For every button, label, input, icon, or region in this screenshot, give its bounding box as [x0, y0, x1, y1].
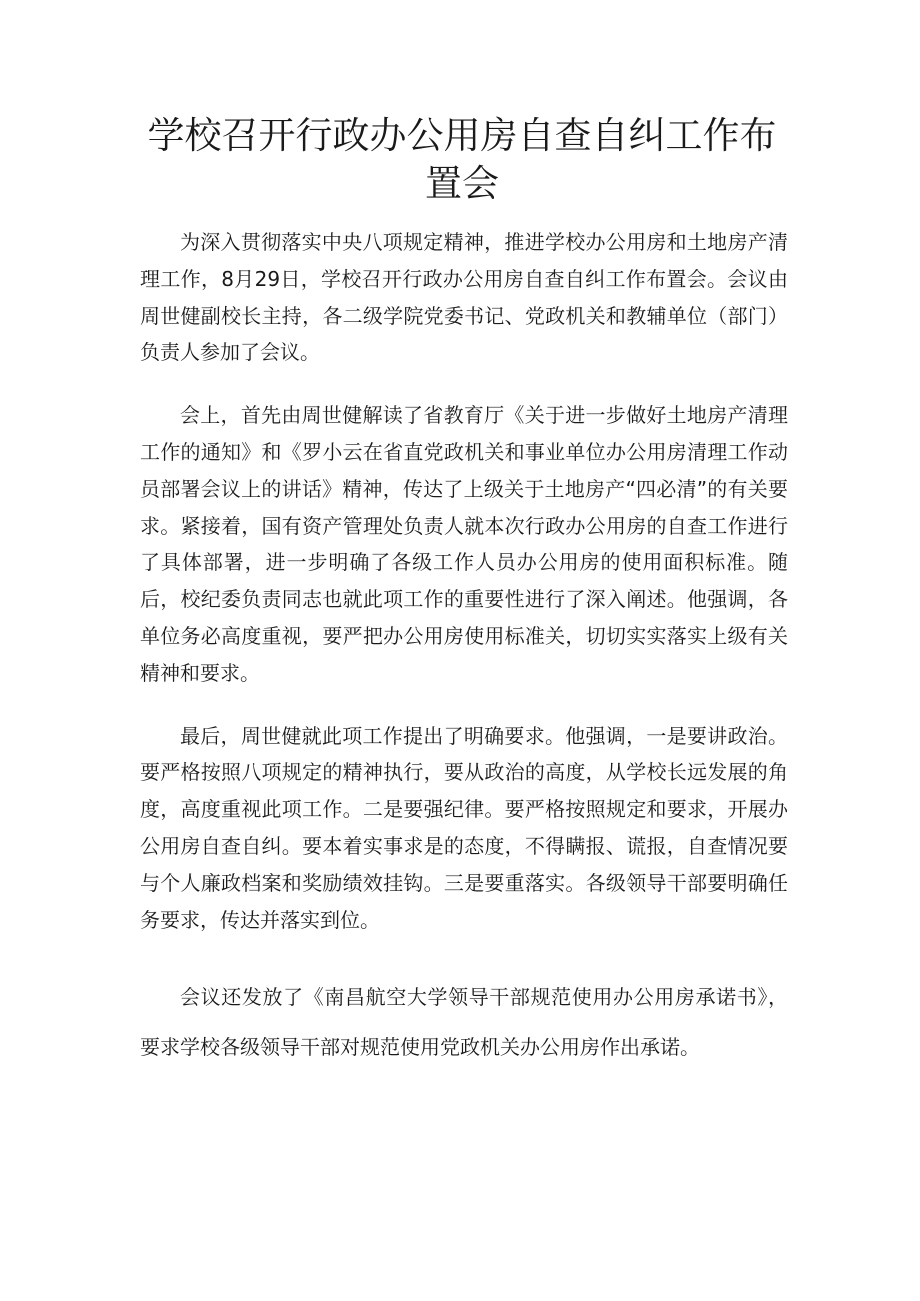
paragraph-meeting-intro: 为深入贯彻落实中央八项规定精神，推进学校办公用房和土地房产清理工作，8月29日，学校召开行政办公用房自查自纠工作布置会。会议由周世健副校长主持，各二级学院党委书记、党政机关和教辅单位（部门）负责人参加了会议。 [140, 230, 788, 365]
paragraph-commitment: 会议还发放了《南昌航空大学领导干部规范使用办公用房承诺书》，要求学校各级领导干部对规范使用党政机关办公用房作出承诺。 [140, 985, 788, 1060]
paragraph-meeting-content: 会上，首先由周世健解读了省教育厅《关于进一步做好土地房产清理工作的通知》和《罗小云在省直党政机关和事业单位办公用房清理工作动员部署会议上的讲话》精神，传达了上级关于土地房产“四必清”的有关要求。紧接着，国有资产管理处负责人就本次行政办公用房的自查工作进行了具体部署，进一步明确了各级工作人员办公用房的使用面积标准。随后，校纪委负责同志也就此项工作的重要性进行了深入阐述。他强调，各单位务必高度重视，要严把办公用房使用标准关，切切实实落实上级有关精神和要求。 [140, 403, 788, 685]
document-title: 学校召开行政办公用房自查自纠工作布置会 [147, 114, 777, 205]
document-body [140, 224, 788, 1072]
paragraph-requirements: 最后，周世健就此项工作提出了明确要求。他强调，一是要讲政治。要严格按照八项规定的精神执行，要从政治的高度，从学校长远发展的角度，高度重视此项工作。二是要强纪律。要严格按照规定和要求，开展办公用房自查自纠。要本着实事求是的态度，不得瞒报、谎报，自查情况要与个人廉政档案和奖励绩效挂钩。三是要重落实。各级领导干部要明确任务要求，传达并落实到位。 [140, 723, 788, 932]
